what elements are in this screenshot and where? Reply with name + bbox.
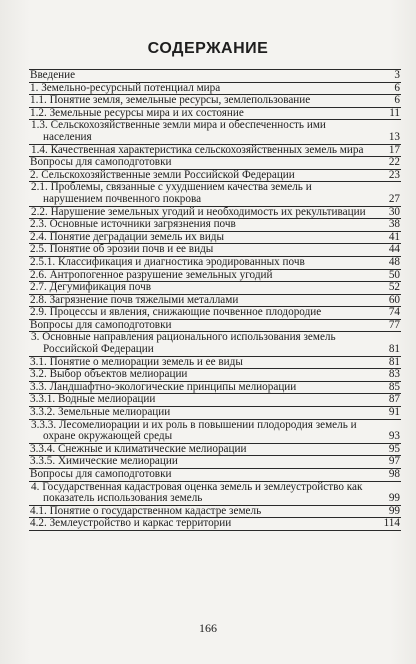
toc-entry-title: 3.3.3. Лесомелиорации и их роль в повышении плодородия земель и охране окружающей среды	[29, 419, 372, 443]
toc-entry-page: 11	[372, 107, 401, 120]
toc-entry	[29, 307, 401, 320]
toc-entry-title: 3.3.2. Земельные мелиорации	[29, 407, 372, 420]
toc-entry-page: 23	[372, 169, 401, 182]
table-of-contents	[29, 69, 401, 531]
toc-entry-title: 2.1. Проблемы, связанные с ухудшением качества земель и нарушением почвенного покрова	[29, 182, 372, 206]
toc-entry-page: 48	[372, 256, 401, 269]
toc-entry-page: 87	[372, 394, 401, 407]
toc-entry-title: 2.3. Основные источники загрязнения почв	[29, 219, 372, 232]
toc-entry-page: 85	[372, 381, 401, 394]
toc-entry-page: 91	[372, 407, 401, 420]
toc-entry-title: 3.2. Выбор объектов мелиорации	[29, 369, 372, 382]
toc-entry-title: 2.5.1. Классификация и диагностика эродированных почв	[29, 256, 372, 269]
toc-entry	[29, 356, 401, 369]
toc-entry	[29, 182, 401, 206]
toc-entry-title: 2.7. Дегумификация почв	[29, 282, 372, 295]
toc-entry-title: 3.3. Ландшафтно-экологические принципы мелиорации	[29, 381, 372, 394]
toc-entry-title: 2.2. Нарушение земельных угодий и необходимость их рекультивации	[29, 206, 372, 219]
toc-entry-page: 74	[372, 307, 401, 320]
toc-entry-page: 13	[372, 120, 401, 144]
toc-entry-page: 81	[372, 332, 401, 356]
toc-entry-title: 2.6. Антропогенное разрушение земельных угодий	[29, 269, 372, 282]
toc-entry	[29, 469, 401, 482]
toc-entry-title: 1.3. Сельскохозяйственные земли мира и обеспеченность ими населения	[29, 120, 372, 144]
toc-entry-page: 99	[372, 505, 401, 518]
toc-entry-title: Вопросы для самоподготовки	[29, 157, 372, 170]
toc-entry-page: 114	[372, 518, 401, 531]
toc-entry-page: 3	[372, 70, 401, 83]
toc-entry-title: 1.4. Качественная характеристика сельскохозяйственных земель мира	[29, 144, 372, 157]
toc-entry	[29, 157, 401, 170]
toc-entry-title: 3.1. Понятие о мелиорации земель и ее виды	[29, 356, 372, 369]
toc-entry-title: 2.5. Понятие об эрозии почв и ее виды	[29, 244, 372, 257]
toc-entry-title: 3. Основные направления рационального использования земель Российской Федерации	[29, 332, 372, 356]
toc-entry-page: 6	[372, 82, 401, 95]
toc-entry-title: 3.3.4. Снежные и климатические мелиорации	[29, 443, 372, 456]
toc-entry-page: 99	[372, 481, 401, 505]
toc-entry-title: Вопросы для самоподготовки	[29, 319, 372, 332]
toc-entry	[29, 518, 401, 531]
toc-entry	[29, 206, 401, 219]
toc-entry	[29, 319, 401, 332]
toc-entry-page: 83	[372, 369, 401, 382]
toc-entry-title: 4.1. Понятие о государственном кадастре земель	[29, 505, 372, 518]
toc-entry-title: Вопросы для самоподготовки	[29, 469, 372, 482]
toc-entry-title: 3.3.1. Водные мелиорации	[29, 394, 372, 407]
toc-entry-page: 81	[372, 356, 401, 369]
toc-entry-title: 3.3.5. Химические мелиорации	[29, 456, 372, 469]
toc-entry-page: 30	[372, 206, 401, 219]
toc-entry	[29, 219, 401, 232]
toc-entry-title: 2.4. Понятие деградации земель их виды	[29, 231, 372, 244]
toc-entry-page: 60	[372, 294, 401, 307]
toc-entry-page: 97	[372, 456, 401, 469]
toc-entry-page: 6	[372, 95, 401, 108]
toc-entry	[29, 169, 401, 182]
toc-entry-title: 2. Сельскохозяйственные земли Российской Федерации	[29, 169, 372, 182]
toc-entry-title: Введение	[29, 70, 372, 83]
toc-entry	[29, 369, 401, 382]
toc-entry	[29, 443, 401, 456]
toc-entry-page: 27	[372, 182, 401, 206]
toc-entry	[29, 269, 401, 282]
toc-entry-page: 95	[372, 443, 401, 456]
toc-entry-title: 4.2. Землеустройство и каркас территории	[29, 518, 372, 531]
toc-entry-page: 38	[372, 219, 401, 232]
toc-entry-page: 93	[372, 419, 401, 443]
toc-entry-page: 17	[372, 144, 401, 157]
toc-entry	[29, 231, 401, 244]
toc-entry	[29, 256, 401, 269]
toc-entry	[29, 95, 401, 108]
page-title: СОДЕРЖАНИЕ	[147, 40, 269, 57]
toc-entry-title: 2.8. Загрязнение почв тяжелыми металлами	[29, 294, 372, 307]
toc-entry	[29, 381, 401, 394]
toc-entry	[29, 505, 401, 518]
toc-entry	[29, 407, 401, 420]
toc-entry-page: 22	[372, 157, 401, 170]
toc-entry-title: 1. Земельно-ресурсный потенциал мира	[29, 82, 372, 95]
toc-entry	[29, 107, 401, 120]
toc-entry	[29, 70, 401, 83]
toc-entry	[29, 244, 401, 257]
toc-entry	[29, 120, 401, 144]
toc-entry-page: 77	[372, 319, 401, 332]
toc-entry	[29, 144, 401, 157]
toc-entry-title: 1.2. Земельные ресурсы мира и их состояние	[29, 107, 372, 120]
page-number: 166	[199, 621, 217, 635]
toc-entry-title: 4. Государственная кадастровая оценка земель и землеустройство как показатель использования земель	[29, 481, 372, 505]
toc-entry	[29, 394, 401, 407]
toc-entry	[29, 82, 401, 95]
toc-entry-page: 41	[372, 231, 401, 244]
toc-entry-title: 1.1. Понятие земля, земельные ресурсы, землепользование	[29, 95, 372, 108]
toc-entry	[29, 332, 401, 356]
toc-entry	[29, 456, 401, 469]
toc-entry-page: 50	[372, 269, 401, 282]
toc-entry	[29, 282, 401, 295]
toc-entry	[29, 294, 401, 307]
toc-entry-page: 44	[372, 244, 401, 257]
toc-entry	[29, 419, 401, 443]
toc-entry-page: 98	[372, 469, 401, 482]
toc-entry	[29, 481, 401, 505]
toc-entry-page: 52	[372, 282, 401, 295]
toc-entry-title: 2.9. Процессы и явления, снижающие почвенное плодородие	[29, 307, 372, 320]
